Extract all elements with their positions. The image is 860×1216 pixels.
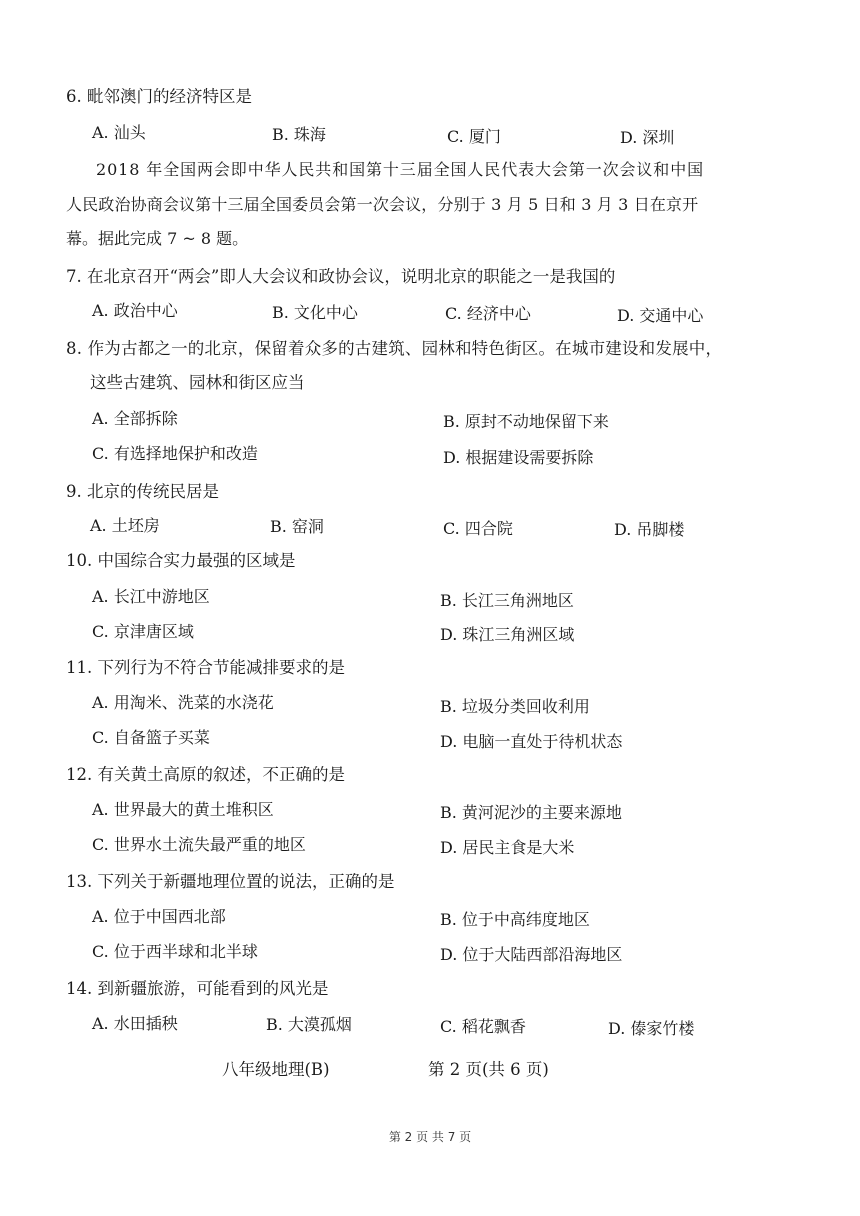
- q9-option-c: C. 四合院: [443, 519, 513, 538]
- q12-option-d: D. 居民主食是大米: [440, 838, 575, 857]
- q13-stem: 13. 下列关于新疆地理位置的说法，正确的是: [66, 872, 395, 891]
- q7-option-d: D. 交通中心: [617, 306, 704, 325]
- q8-stem-line-1: 8. 作为古都之一的北京，保留着众多的古建筑、园林和特色街区。在城市建设和发展中，: [66, 339, 723, 358]
- q12-option-a: A. 世界最大的黄土堆积区: [92, 800, 274, 819]
- q10-option-c: C. 京津唐区域: [92, 622, 194, 641]
- q9-option-b: B. 窑洞: [270, 517, 324, 536]
- q9-stem: 9. 北京的传统民居是: [66, 482, 219, 501]
- q14-option-d: D. 傣家竹楼: [608, 1019, 695, 1038]
- intro-line-3: 幕。据此完成 7 ~ 8 题。: [66, 229, 249, 248]
- q11-option-d: D. 电脑一直处于待机状态: [440, 732, 623, 751]
- q10-stem: 10. 中国综合实力最强的区域是: [66, 551, 296, 570]
- q10-option-b: B. 长江三角洲地区: [440, 591, 574, 610]
- q7-option-a: A. 政治中心: [92, 301, 178, 320]
- q9-option-a: A. 土坯房: [90, 516, 160, 535]
- q6-stem: 6. 毗邻澳门的经济特区是: [66, 87, 252, 106]
- intro-line-2: 人民政治协商会议第十三届全国委员会第一次会议，分别于 3 月 5 日和 3 月 3 日在京开: [66, 195, 699, 214]
- q10-option-d: D. 珠江三角洲区域: [440, 625, 575, 644]
- footer-page: 第 2 页(共 6 页): [428, 1060, 549, 1079]
- footer-subject: 八年级地理(B): [222, 1060, 330, 1079]
- q8-option-c: C. 有选择地保护和改造: [92, 444, 258, 463]
- q11-stem: 11. 下列行为不符合节能减排要求的是: [66, 658, 345, 677]
- q7-option-b: B. 文化中心: [272, 303, 358, 322]
- q6-option-a: A. 汕头: [92, 123, 146, 142]
- q12-option-b: B. 黄河泥沙的主要来源地: [440, 803, 622, 822]
- q12-option-c: C. 世界水土流失最严重的地区: [92, 835, 306, 854]
- q14-option-b: B. 大漠孤烟: [266, 1015, 352, 1034]
- q7-stem: 7. 在北京召开“两会”即人大会议和政协会议，说明北京的职能之一是我国的: [66, 267, 616, 286]
- q11-option-a: A. 用淘米、洗菜的水浇花: [92, 693, 274, 712]
- q10-option-a: A. 长江中游地区: [92, 587, 210, 606]
- q6-option-c: C. 厦门: [447, 127, 501, 146]
- q8-option-d: D. 根据建设需要拆除: [443, 448, 594, 467]
- q13-option-d: D. 位于大陆西部沿海地区: [440, 945, 623, 964]
- q8-option-b: B. 原封不动地保留下来: [443, 412, 609, 431]
- intro-line-1: 2018 年全国两会即中华人民共和国第十三届全国人民代表大会第一次会议和中国: [96, 160, 705, 179]
- q8-stem-line-2: 这些古建筑、园林和街区应当: [90, 373, 305, 392]
- q11-option-b: B. 垃圾分类回收利用: [440, 697, 590, 716]
- page-number: 第 2 页 共 7 页: [388, 1130, 472, 1144]
- q8-option-a: A. 全部拆除: [92, 409, 178, 428]
- q13-option-c: C. 位于西半球和北半球: [92, 942, 258, 961]
- q14-stem: 14. 到新疆旅游，可能看到的风光是: [66, 979, 329, 998]
- q14-option-c: C. 稻花飘香: [440, 1017, 526, 1036]
- q9-option-d: D. 吊脚楼: [614, 520, 685, 539]
- q6-option-d: D. 深圳: [620, 128, 675, 147]
- q13-option-b: B. 位于中高纬度地区: [440, 910, 590, 929]
- q12-stem: 12. 有关黄土高原的叙述，不正确的是: [66, 765, 345, 784]
- q11-option-c: C. 自备篮子买菜: [92, 728, 210, 747]
- q14-option-a: A. 水田插秧: [92, 1014, 178, 1033]
- q13-option-a: A. 位于中国西北部: [92, 907, 226, 926]
- q6-option-b: B. 珠海: [272, 125, 326, 144]
- q7-option-c: C. 经济中心: [445, 304, 531, 323]
